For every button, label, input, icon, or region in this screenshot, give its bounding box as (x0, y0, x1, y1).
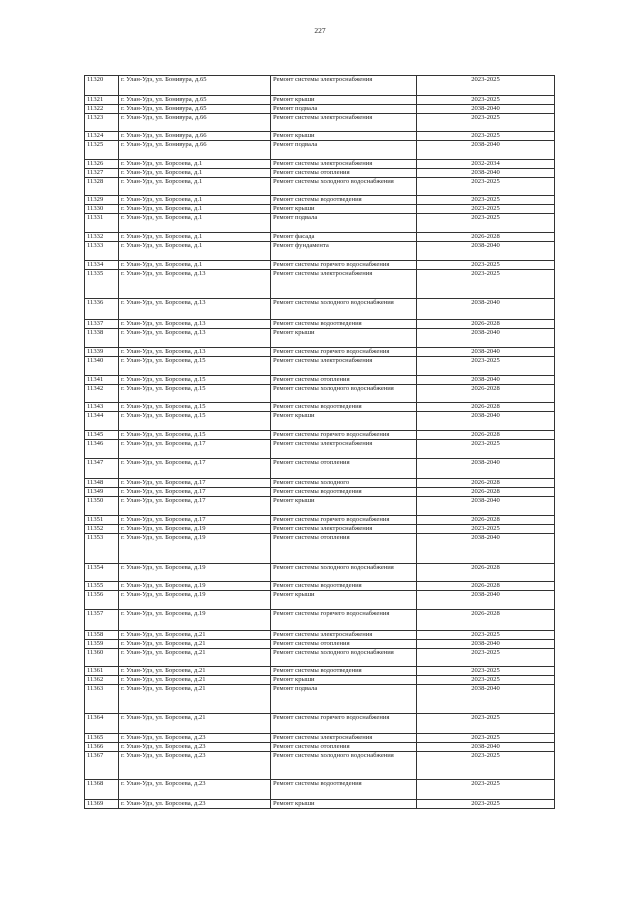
table-row (85, 412, 555, 431)
period-cell: 2023-2025 (417, 631, 555, 640)
address-cell: г. Улан-Удэ, ул. Борсоева, д.17 (119, 488, 271, 497)
table-row (85, 479, 555, 488)
row-number-cell: 11347 (85, 459, 119, 479)
table-row (85, 76, 555, 96)
work-type-cell: Ремонт системы отопления (271, 459, 417, 479)
address-cell: г. Улан-Удэ, ул. Борсоева, д.23 (119, 800, 271, 809)
table-row (85, 459, 555, 479)
address-cell: г. Улан-Удэ, ул. Борсоева, д.17 (119, 440, 271, 459)
period-cell: 2026-2028 (417, 610, 555, 631)
row-number-cell: 11346 (85, 440, 119, 459)
address-cell: г. Улан-Удэ, ул. Борсоева, д.19 (119, 525, 271, 534)
table-row (85, 348, 555, 357)
period-cell: 2038-2040 (417, 329, 555, 348)
period-cell: 2023-2025 (417, 196, 555, 205)
table-row (85, 440, 555, 459)
period-cell: 2032-2034 (417, 160, 555, 169)
address-cell: г. Улан-Удэ, ул. Борсоева, д.21 (119, 676, 271, 685)
row-number-cell: 11366 (85, 743, 119, 752)
table-row (85, 242, 555, 261)
period-cell: 2023-2025 (417, 734, 555, 743)
row-number-cell: 11349 (85, 488, 119, 497)
period-cell: 2038-2040 (417, 141, 555, 160)
period-cell: 2023-2025 (417, 205, 555, 214)
table-row (85, 385, 555, 403)
work-type-cell: Ремонт системы водоотведения (271, 320, 417, 329)
table-row (85, 667, 555, 676)
table-row (85, 261, 555, 270)
period-cell: 2023-2025 (417, 96, 555, 105)
address-cell: г. Улан-Удэ, ул. Борсоева, д.17 (119, 479, 271, 488)
work-type-cell: Ремонт системы горячего водоснабжения (271, 431, 417, 440)
work-type-cell: Ремонт системы электроснабжения (271, 631, 417, 640)
address-cell: г. Улан-Удэ, ул. Борсоева, д.21 (119, 640, 271, 649)
work-type-cell: Ремонт подвала (271, 685, 417, 714)
table-row (85, 591, 555, 610)
address-cell: г. Улан-Удэ, ул. Борсоева, д.19 (119, 564, 271, 582)
period-cell: 2023-2025 (417, 261, 555, 270)
work-type-cell: Ремонт системы холодного (271, 479, 417, 488)
table-row (85, 534, 555, 564)
period-cell: 2038-2040 (417, 459, 555, 479)
address-cell: г. Улан-Удэ, ул. Борсоева, д.15 (119, 385, 271, 403)
table-row (85, 299, 555, 320)
work-type-cell: Ремонт крыши (271, 676, 417, 685)
period-cell: 2023-2025 (417, 800, 555, 809)
address-cell: г. Улан-Удэ, ул. Борсоева, д.17 (119, 516, 271, 525)
work-type-cell: Ремонт системы водоотведения (271, 582, 417, 591)
period-cell: 2023-2025 (417, 357, 555, 376)
table-row (85, 105, 555, 114)
work-type-cell: Ремонт системы отопления (271, 169, 417, 178)
table-row (85, 178, 555, 196)
work-type-cell: Ремонт системы отопления (271, 743, 417, 752)
address-cell: г. Улан-Удэ, ул. Борсоева, д.19 (119, 582, 271, 591)
period-cell: 2026-2028 (417, 431, 555, 440)
table-row (85, 734, 555, 743)
address-cell: г. Улан-Удэ, ул. Борсоева, д.19 (119, 610, 271, 631)
row-number-cell: 11325 (85, 141, 119, 160)
row-number-cell: 11360 (85, 649, 119, 667)
row-number-cell: 11353 (85, 534, 119, 564)
address-cell: г. Улан-Удэ, ул. Борсоева, д.1 (119, 205, 271, 214)
work-type-cell: Ремонт системы холодного водоснабжения (271, 649, 417, 667)
row-number-cell: 11362 (85, 676, 119, 685)
work-type-cell: Ремонт крыши (271, 132, 417, 141)
address-cell: г. Улан-Удэ, ул. Борсоева, д.23 (119, 743, 271, 752)
row-number-cell: 11328 (85, 178, 119, 196)
row-number-cell: 11332 (85, 233, 119, 242)
period-cell: 2026-2028 (417, 320, 555, 329)
row-number-cell: 11343 (85, 403, 119, 412)
address-cell: г. Улан-Удэ, ул. Борсоева, д.13 (119, 348, 271, 357)
table-row (85, 205, 555, 214)
work-type-cell: Ремонт системы холодного водоснабжения (271, 752, 417, 780)
row-number-cell: 11331 (85, 214, 119, 233)
work-type-cell: Ремонт подвала (271, 105, 417, 114)
row-number-cell: 11337 (85, 320, 119, 329)
work-type-cell: Ремонт системы электроснабжения (271, 440, 417, 459)
table-row (85, 649, 555, 667)
address-cell: г. Улан-Удэ, ул. Бонивура, д.66 (119, 114, 271, 132)
period-cell: 2023-2025 (417, 214, 555, 233)
period-cell: 2023-2025 (417, 676, 555, 685)
address-cell: г. Улан-Удэ, ул. Борсоева, д.17 (119, 459, 271, 479)
work-type-cell: Ремонт фасада (271, 233, 417, 242)
work-type-cell: Ремонт крыши (271, 205, 417, 214)
address-cell: г. Улан-Удэ, ул. Борсоева, д.23 (119, 752, 271, 780)
table-row (85, 800, 555, 809)
period-cell: 2023-2025 (417, 270, 555, 299)
row-number-cell: 11351 (85, 516, 119, 525)
table-row (85, 497, 555, 516)
address-cell: г. Улан-Удэ, ул. Борсоева, д.1 (119, 160, 271, 169)
table-row (85, 114, 555, 132)
row-number-cell: 11329 (85, 196, 119, 205)
work-type-cell: Ремонт фундамента (271, 242, 417, 261)
work-type-cell: Ремонт системы отопления (271, 534, 417, 564)
period-cell: 2038-2040 (417, 169, 555, 178)
work-type-cell: Ремонт системы электроснабжения (271, 357, 417, 376)
row-number-cell: 11357 (85, 610, 119, 631)
address-cell: г. Улан-Удэ, ул. Борсоева, д.1 (119, 261, 271, 270)
table-row (85, 714, 555, 734)
period-cell: 2038-2040 (417, 640, 555, 649)
period-cell: 2038-2040 (417, 412, 555, 431)
row-number-cell: 11320 (85, 76, 119, 96)
table-row (85, 564, 555, 582)
table-row (85, 431, 555, 440)
row-number-cell: 11338 (85, 329, 119, 348)
period-cell: 2038-2040 (417, 299, 555, 320)
row-number-cell: 11333 (85, 242, 119, 261)
table-row (85, 270, 555, 299)
period-cell: 2026-2028 (417, 479, 555, 488)
period-cell: 2038-2040 (417, 685, 555, 714)
row-number-cell: 11324 (85, 132, 119, 141)
row-number-cell: 11344 (85, 412, 119, 431)
work-type-cell: Ремонт подвала (271, 214, 417, 233)
period-cell: 2023-2025 (417, 780, 555, 800)
row-number-cell: 11352 (85, 525, 119, 534)
work-type-cell: Ремонт системы водоотведения (271, 196, 417, 205)
period-cell: 2026-2028 (417, 564, 555, 582)
table-row (85, 780, 555, 800)
address-cell: г. Улан-Удэ, ул. Борсоева, д.15 (119, 403, 271, 412)
period-cell: 2023-2025 (417, 178, 555, 196)
row-number-cell: 11323 (85, 114, 119, 132)
table-row (85, 631, 555, 640)
work-type-cell: Ремонт системы холодного водоснабжения (271, 299, 417, 320)
table-row (85, 376, 555, 385)
work-type-cell: Ремонт системы горячего водоснабжения (271, 348, 417, 357)
row-number-cell: 11365 (85, 734, 119, 743)
work-type-cell: Ремонт системы горячего водоснабжения (271, 261, 417, 270)
address-cell: г. Улан-Удэ, ул. Борсоева, д.15 (119, 412, 271, 431)
work-type-cell: Ремонт крыши (271, 329, 417, 348)
work-type-cell: Ремонт системы электроснабжения (271, 160, 417, 169)
address-cell: г. Улан-Удэ, ул. Борсоева, д.17 (119, 497, 271, 516)
period-cell: 2023-2025 (417, 649, 555, 667)
table-row (85, 214, 555, 233)
work-type-cell: Ремонт системы водоотведения (271, 488, 417, 497)
address-cell: г. Улан-Удэ, ул. Борсоева, д.21 (119, 714, 271, 734)
period-cell: 2026-2028 (417, 582, 555, 591)
row-number-cell: 11340 (85, 357, 119, 376)
work-type-cell: Ремонт крыши (271, 497, 417, 516)
row-number-cell: 11345 (85, 431, 119, 440)
row-number-cell: 11336 (85, 299, 119, 320)
period-cell: 2023-2025 (417, 132, 555, 141)
table-row (85, 488, 555, 497)
row-number-cell: 11354 (85, 564, 119, 582)
address-cell: г. Улан-Удэ, ул. Борсоева, д.21 (119, 649, 271, 667)
address-cell: г. Улан-Удэ, ул. Борсоева, д.13 (119, 329, 271, 348)
work-type-cell: Ремонт системы горячего водоснабжения (271, 610, 417, 631)
table-row (85, 132, 555, 141)
table-row (85, 403, 555, 412)
work-type-cell: Ремонт системы электроснабжения (271, 114, 417, 132)
period-cell: 2026-2028 (417, 233, 555, 242)
row-number-cell: 11326 (85, 160, 119, 169)
row-number-cell: 11334 (85, 261, 119, 270)
work-type-cell: Ремонт системы холодного водоснабжения (271, 178, 417, 196)
work-type-cell: Ремонт крыши (271, 800, 417, 809)
period-cell: 2038-2040 (417, 348, 555, 357)
row-number-cell: 11330 (85, 205, 119, 214)
address-cell: г. Улан-Удэ, ул. Борсоева, д.1 (119, 214, 271, 233)
address-cell: г. Улан-Удэ, ул. Бонивура, д.65 (119, 105, 271, 114)
row-number-cell: 11363 (85, 685, 119, 714)
address-cell: г. Улан-Удэ, ул. Борсоева, д.19 (119, 534, 271, 564)
period-cell: 2038-2040 (417, 534, 555, 564)
period-cell: 2023-2025 (417, 440, 555, 459)
row-number-cell: 11358 (85, 631, 119, 640)
address-cell: г. Улан-Удэ, ул. Борсоева, д.15 (119, 431, 271, 440)
work-type-cell: Ремонт системы горячего водоснабжения (271, 714, 417, 734)
work-type-cell: Ремонт системы электроснабжения (271, 525, 417, 534)
address-cell: г. Улан-Удэ, ул. Борсоева, д.21 (119, 631, 271, 640)
row-number-cell: 11339 (85, 348, 119, 357)
row-number-cell: 11321 (85, 96, 119, 105)
period-cell: 2023-2025 (417, 752, 555, 780)
work-type-cell: Ремонт системы электроснабжения (271, 270, 417, 299)
table-row (85, 516, 555, 525)
period-cell: 2026-2028 (417, 488, 555, 497)
table-row (85, 743, 555, 752)
address-cell: г. Улан-Удэ, ул. Борсоева, д.15 (119, 357, 271, 376)
period-cell: 2023-2025 (417, 667, 555, 676)
table-row (85, 141, 555, 160)
row-number-cell: 11327 (85, 169, 119, 178)
table-row (85, 329, 555, 348)
address-cell: г. Улан-Удэ, ул. Борсоева, д.13 (119, 320, 271, 329)
row-number-cell: 11335 (85, 270, 119, 299)
address-cell: г. Улан-Удэ, ул. Борсоева, д.21 (119, 667, 271, 676)
period-cell: 2038-2040 (417, 105, 555, 114)
row-number-cell: 11359 (85, 640, 119, 649)
table-row (85, 685, 555, 714)
address-cell: г. Улан-Удэ, ул. Борсоева, д.1 (119, 169, 271, 178)
row-number-cell: 11361 (85, 667, 119, 676)
work-type-cell: Ремонт системы холодного водоснабжения (271, 385, 417, 403)
table-row (85, 233, 555, 242)
address-cell: г. Улан-Удэ, ул. Бонивура, д.65 (119, 96, 271, 105)
row-number-cell: 11356 (85, 591, 119, 610)
address-cell: г. Улан-Удэ, ул. Борсоева, д.1 (119, 196, 271, 205)
period-cell: 2023-2025 (417, 714, 555, 734)
table-row (85, 525, 555, 534)
table-row (85, 676, 555, 685)
work-type-cell: Ремонт крыши (271, 591, 417, 610)
address-cell: г. Улан-Удэ, ул. Бонивура, д.66 (119, 141, 271, 160)
period-cell: 2038-2040 (417, 242, 555, 261)
period-cell: 2026-2028 (417, 403, 555, 412)
address-cell: г. Улан-Удэ, ул. Борсоева, д.13 (119, 270, 271, 299)
table-row (85, 96, 555, 105)
work-type-cell: Ремонт крыши (271, 96, 417, 105)
work-type-cell: Ремонт системы холодного водоснабжения (271, 564, 417, 582)
table-row (85, 160, 555, 169)
row-number-cell: 11364 (85, 714, 119, 734)
row-number-cell: 11367 (85, 752, 119, 780)
work-type-cell: Ремонт системы отопления (271, 640, 417, 649)
address-cell: г. Улан-Удэ, ул. Борсоева, д.15 (119, 376, 271, 385)
table-row (85, 196, 555, 205)
table-body (85, 76, 555, 809)
period-cell: 2038-2040 (417, 376, 555, 385)
page-number: 227 (314, 26, 326, 35)
work-type-cell: Ремонт системы отопления (271, 376, 417, 385)
row-number-cell: 11342 (85, 385, 119, 403)
period-cell: 2038-2040 (417, 497, 555, 516)
work-type-cell: Ремонт системы водоотведения (271, 403, 417, 412)
period-cell: 2038-2040 (417, 591, 555, 610)
table-row (85, 582, 555, 591)
address-cell: г. Улан-Удэ, ул. Борсоева, д.21 (119, 685, 271, 714)
work-type-cell: Ремонт системы электроснабжения (271, 734, 417, 743)
address-cell: г. Улан-Удэ, ул. Борсоева, д.23 (119, 780, 271, 800)
row-number-cell: 11348 (85, 479, 119, 488)
address-cell: г. Улан-Удэ, ул. Борсоева, д.1 (119, 233, 271, 242)
period-cell: 2023-2025 (417, 76, 555, 96)
period-cell: 2038-2040 (417, 743, 555, 752)
work-type-cell: Ремонт системы горячего водоснабжения (271, 516, 417, 525)
period-cell: 2026-2028 (417, 516, 555, 525)
row-number-cell: 11369 (85, 800, 119, 809)
table-row (85, 640, 555, 649)
address-cell: г. Улан-Удэ, ул. Борсоева, д.23 (119, 734, 271, 743)
period-cell: 2023-2025 (417, 525, 555, 534)
address-cell: г. Улан-Удэ, ул. Бонивура, д.66 (119, 132, 271, 141)
row-number-cell: 11350 (85, 497, 119, 516)
row-number-cell: 11322 (85, 105, 119, 114)
address-cell: г. Улан-Удэ, ул. Борсоева, д.1 (119, 242, 271, 261)
row-number-cell: 11355 (85, 582, 119, 591)
period-cell: 2023-2025 (417, 114, 555, 132)
table-row (85, 752, 555, 780)
address-cell: г. Улан-Удэ, ул. Борсоева, д.1 (119, 178, 271, 196)
work-type-cell: Ремонт системы электроснабжения (271, 76, 417, 96)
table-row (85, 169, 555, 178)
row-number-cell: 11341 (85, 376, 119, 385)
table-row (85, 610, 555, 631)
work-type-cell: Ремонт подвала (271, 141, 417, 160)
period-cell: 2026-2028 (417, 385, 555, 403)
table-row (85, 320, 555, 329)
repair-schedule-table (84, 75, 555, 809)
work-type-cell: Ремонт системы водоотведения (271, 780, 417, 800)
address-cell: г. Улан-Удэ, ул. Бонивура, д.65 (119, 76, 271, 96)
work-type-cell: Ремонт системы водоотведения (271, 667, 417, 676)
address-cell: г. Улан-Удэ, ул. Борсоева, д.19 (119, 591, 271, 610)
address-cell: г. Улан-Удэ, ул. Борсоева, д.13 (119, 299, 271, 320)
table-row (85, 357, 555, 376)
row-number-cell: 11368 (85, 780, 119, 800)
work-type-cell: Ремонт крыши (271, 412, 417, 431)
